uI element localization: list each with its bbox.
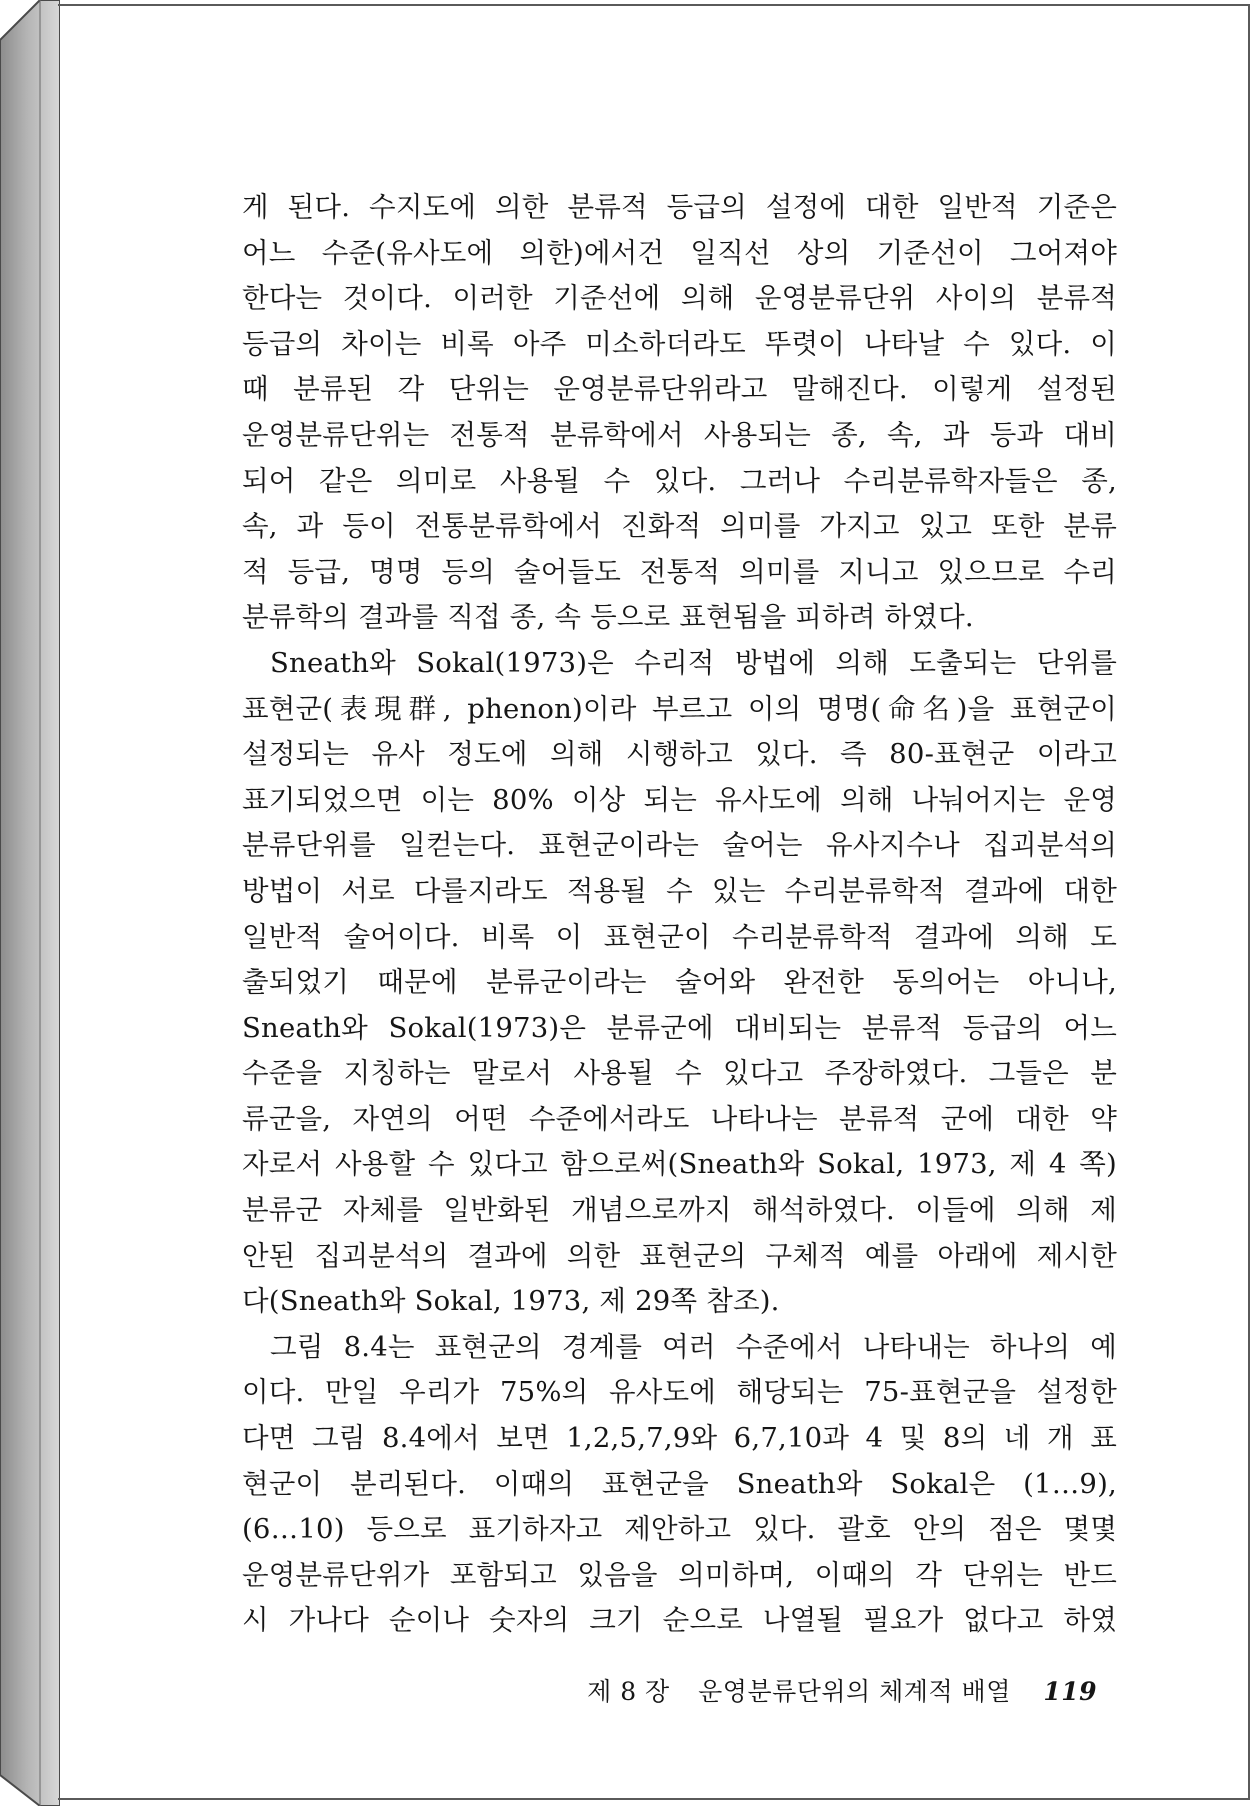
- paragraph: [242, 641, 1117, 1325]
- text-line: 설정되는 유사 정도에 의해 시행하고 있다. 즉 80-표현군 이라고: [242, 738, 1117, 771]
- text-line: 일반적 술어이다. 비록 이 표현군이 수리분류학적 결과에 의해 도: [242, 920, 1117, 953]
- text-line: 방법이 서로 다를지라도 적용될 수 있는 수리분류학적 결과에 대한: [242, 874, 1117, 907]
- text-line: 어느 수준(유사도에 의한)에서건 일직선 상의 기준선이 그어져야: [242, 236, 1117, 269]
- text-line: 되어 같은 의미로 사용될 수 있다. 그러나 수리분류학자들은 종,: [242, 464, 1117, 497]
- text-line: 운영분류단위가 포함되고 있음을 의미하며, 이때의 각 단위는 반드: [242, 1558, 1117, 1591]
- book-spine-edge: [0, 0, 60, 1806]
- text-line: 때 분류된 각 단위는 운영분류단위라고 말해진다. 이렇게 설정된: [242, 373, 1117, 406]
- page-number: 119: [1043, 1677, 1097, 1706]
- text-line: 운영분류단위는 전통적 분류학에서 사용되는 종, 속, 과 등과 대비: [242, 418, 1117, 451]
- text-line: 자로서 사용할 수 있다고 함으로써(Sneath와 Sokal, 1973, 제 4 쪽): [242, 1148, 1117, 1181]
- text-line: Sneath와 Sokal(1973)은 분류군에 대비되는 분류적 등급의 어느: [242, 1011, 1117, 1044]
- text-line: 한다는 것이다. 이러한 기준선에 의해 운영분류단위 사이의 분류적: [242, 282, 1117, 315]
- text-line: 분류단위를 일컫는다. 표현군이라는 술어는 유사지수나 집괴분석의: [242, 829, 1117, 862]
- text-line: 다면 그림 8.4에서 보면 1,2,5,7,9와 6,7,10과 4 및 8의 네 개 표: [242, 1422, 1117, 1455]
- text-line: 이다. 만일 우리가 75%의 유사도에 해당되는 75-표현군을 설정한: [242, 1376, 1117, 1409]
- running-footer: [587, 1672, 1097, 1712]
- footer-chapter-title: 운영분류단위의 체계적 배열: [698, 1677, 1011, 1706]
- text-line: 류군을, 자연의 어떤 수준에서라도 나타나는 분류적 군에 대한 약: [242, 1102, 1117, 1135]
- text-line: 적 등급, 명명 등의 술어들도 전통적 의미를 지니고 있으므로 수리: [242, 555, 1117, 588]
- text-line: 분류군 자체를 일반화된 개념으로까지 해석하였다. 이들에 의해 제: [242, 1194, 1117, 1227]
- text-line: 그림 8.4는 표현군의 경계를 여러 수준에서 나타내는 하나의 예: [270, 1330, 1117, 1363]
- text-line: 현군이 분리된다. 이때의 표현군을 Sneath와 Sokal은 (1…9),: [242, 1467, 1117, 1500]
- spine-shading: [0, 0, 60, 1806]
- text-line: 게 된다. 수지도에 의한 분류적 등급의 설정에 대한 일반적 기준은: [242, 191, 1117, 223]
- text-line: 표기되었으면 이는 80% 이상 되는 유사도에 의해 나눠어지는 운영: [242, 783, 1117, 816]
- text-line: Sneath와 Sokal(1973)은 수리적 방법에 의해 도출되는 단위를: [270, 646, 1117, 679]
- text-line: 분류학의 결과를 직접 종, 속 등으로 표현됨을 피하려 하였다.: [242, 601, 974, 634]
- paragraph: [242, 1325, 1117, 1644]
- text-line: (6…10) 등으로 표기하자고 제안하고 있다. 괄호 안의 점은 몇몇: [242, 1513, 1117, 1546]
- text-line: 수준을 지칭하는 말로서 사용될 수 있다고 주장하였다. 그들은 분: [242, 1057, 1117, 1090]
- text-line: 표현군(表現群, phenon)이라 부르고 이의 명명(命名)을 표현군이: [242, 692, 1117, 725]
- text-line: 출되었기 때문에 분류군이라는 술어와 완전한 동의어는 아니나,: [242, 966, 1117, 999]
- text-line: 다(Sneath와 Sokal, 1973, 제 29쪽 참조).: [242, 1285, 780, 1318]
- paragraph: [242, 185, 1117, 641]
- text-line: 등급의 차이는 비록 아주 미소하더라도 뚜렷이 나타날 수 있다. 이: [242, 327, 1117, 360]
- text-line: 시 가나다 순이나 숫자의 크기 순으로 나열될 필요가 없다고 하였: [242, 1604, 1117, 1637]
- body-text: [242, 185, 1117, 1644]
- footer-chapter: 제 8 장: [587, 1677, 670, 1706]
- text-line: 안된 집괴분석의 결과에 의한 표현군의 구체적 예를 아래에 제시한: [242, 1239, 1117, 1272]
- text-line: 속, 과 등이 전통분류학에서 진화적 의미를 가지고 있고 또한 분류: [242, 510, 1117, 543]
